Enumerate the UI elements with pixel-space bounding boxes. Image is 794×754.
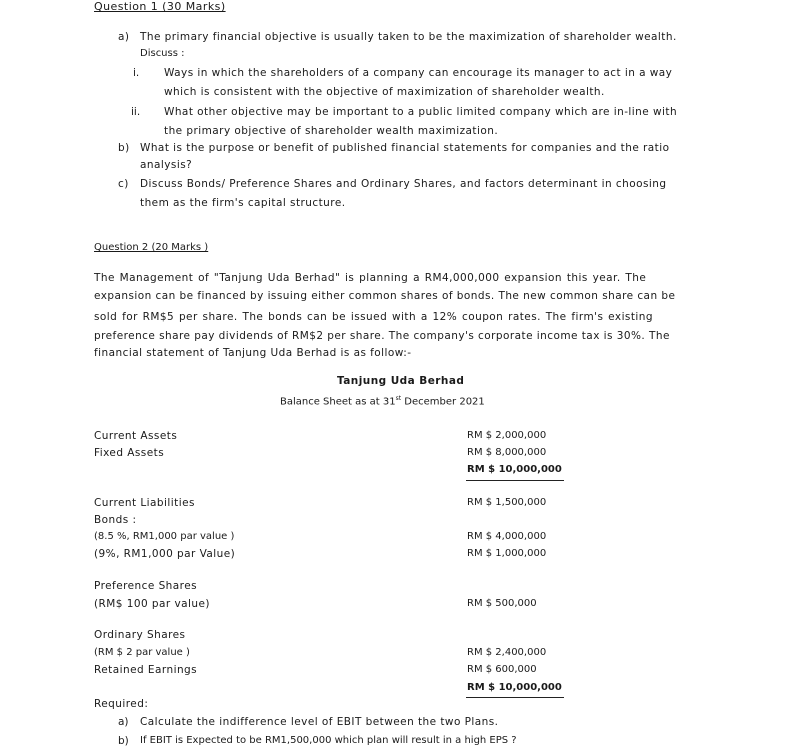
q1-b-marker: b): [118, 142, 130, 154]
q2-para-line: financial statement of Tanjung Uda Berhad is as follow:-: [94, 347, 412, 359]
bs-label-pref-par: (RM$ 100 par value): [94, 598, 210, 610]
req-a-text: Calculate the indifference level of EBIT between the two Plans.: [140, 716, 499, 728]
amount-current-assets: RM $ 2,000,000: [467, 430, 547, 441]
q2-para-line: preference share pay dividends of RM$2 per share. The company's corporate income tax is 30%. The: [94, 330, 670, 342]
bs-label-current-assets: Current Assets: [94, 430, 178, 442]
q1-a-text: The primary financial objective is usually taken to be the maximization of shareholder wealth.: [140, 31, 677, 43]
q1-a-marker: a): [118, 31, 130, 43]
q1-c-marker: c): [118, 178, 129, 190]
question2-heading: Question 2 (20 Marks ): [94, 242, 209, 253]
q2-para-line: sold for RM$5 per share. The bonds can be issued with a 12% coupon rates. The firm's existing: [94, 311, 654, 323]
required-heading: Required:: [94, 698, 149, 710]
question1-heading: Question 1 (30 Marks): [94, 0, 226, 13]
q1-discuss: Discuss :: [140, 48, 185, 59]
q1-ii-line1: What other objective may be important to a public limited company which are in-line with: [164, 106, 678, 118]
bs-label-bond1: (8.5 %, RM1,000 par value ): [94, 531, 235, 542]
total-underline: [466, 480, 564, 481]
q2-para-line: The Management of "Tanjung Uda Berhad" is planning a RM4,000,000 expansion this year. The: [94, 272, 647, 284]
amount-bond2: RM $ 1,000,000: [467, 548, 547, 559]
amount-current-liabilities: RM $ 1,500,000: [467, 497, 547, 508]
bs-label-bonds: Bonds :: [94, 514, 137, 526]
q2-para-line: expansion can be financed by issuing either common shares of bonds. The new common share can be: [94, 290, 676, 302]
q1-i-line2: which is consistent with the objective of maximization of shareholder wealth.: [164, 86, 605, 98]
bs-label-current-liabilities: Current Liabilities: [94, 497, 195, 509]
amount-fixed-assets: RM $ 8,000,000: [467, 447, 547, 458]
balance-sheet-title: Balance Sheet as at 31st December 2021: [280, 395, 485, 408]
amount-preference: RM $ 500,000: [467, 598, 537, 609]
total-underline: [466, 697, 564, 698]
bs-label-preference-shares: Preference Shares: [94, 580, 198, 592]
company-name: Tanjung Uda Berhad: [337, 375, 465, 387]
req-b-text: If EBIT is Expected to be RM1,500,000 which plan will result in a high EPS ?: [140, 735, 517, 746]
bs-label-ordinary-shares: Ordinary Shares: [94, 629, 186, 641]
amount-retained: RM $ 600,000: [467, 664, 537, 675]
q1-i-line1: Ways in which the shareholders of a company can encourage its manager to act in a way: [164, 67, 673, 79]
req-b-marker: b): [118, 735, 129, 747]
bs-label-retained-earnings: Retained Earnings: [94, 664, 198, 676]
q1-ii-line2: the primary objective of shareholder wealth maximization.: [164, 125, 499, 137]
bs-label-ord-par: (RM $ 2 par value ): [94, 647, 190, 658]
bs-label-fixed-assets: Fixed Assets: [94, 447, 165, 459]
amount-total-liab-equity: RM $ 10,000,000: [467, 682, 562, 693]
q1-i-marker: i.: [133, 67, 140, 79]
amount-ordinary: RM $ 2,400,000: [467, 647, 547, 658]
q1-b-line1: What is the purpose or benefit of published financial statements for companies and the ratio: [140, 142, 670, 154]
amount-total-assets: RM $ 10,000,000: [467, 464, 562, 475]
q1-c-line2: them as the firm's capital structure.: [140, 197, 346, 209]
q1-ii-marker: ii.: [131, 106, 141, 118]
amount-bond1: RM $ 4,000,000: [467, 531, 547, 542]
q1-c-line1: Discuss Bonds/ Preference Shares and Ordinary Shares, and factors determinant in choosing: [140, 178, 667, 190]
req-a-marker: a): [118, 716, 129, 728]
q1-b-line2: analysis?: [140, 159, 193, 171]
bs-label-bond2: (9%, RM1,000 par Value): [94, 548, 236, 560]
